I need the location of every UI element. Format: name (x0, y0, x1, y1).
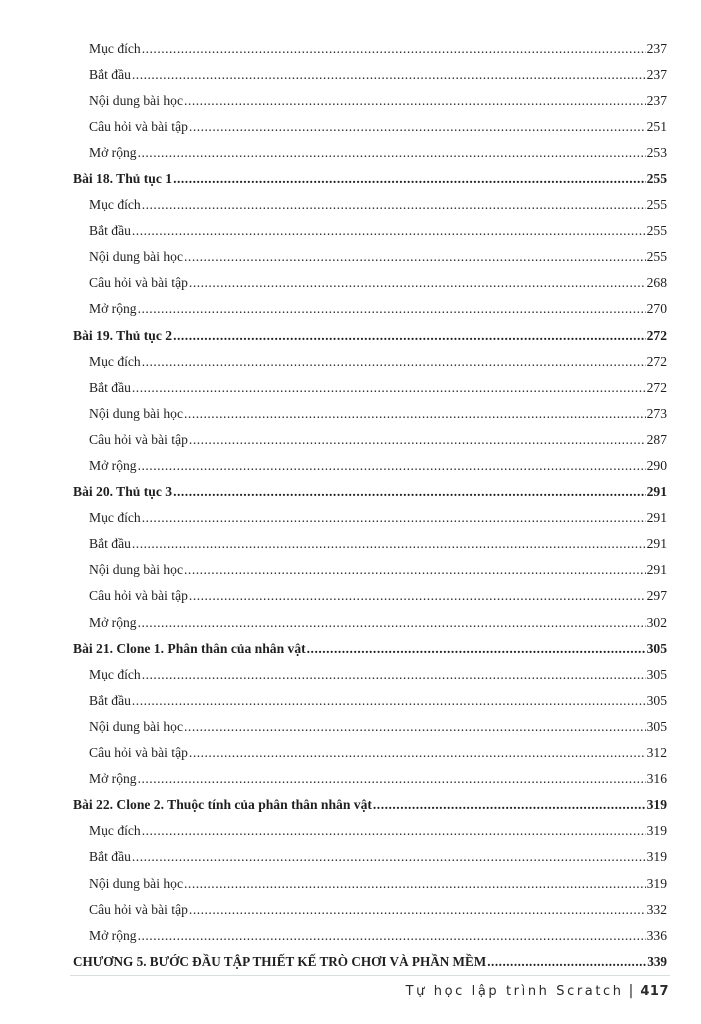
toc-entry-page: 291 (646, 536, 667, 552)
toc-entry-page: 237 (646, 66, 667, 82)
toc-entry-title: Mục đích (89, 510, 141, 526)
toc-entry-title: Mở rộng (89, 144, 137, 160)
toc-entry (0, 712, 701, 738)
toc-lesson-heading (0, 634, 701, 660)
dot-leader (307, 642, 646, 656)
dot-leader (142, 198, 646, 212)
toc-entry (0, 817, 701, 843)
toc-entry (0, 869, 701, 895)
dot-leader (189, 120, 646, 134)
toc-entry-page: 319 (646, 823, 667, 839)
toc-entry-page: 316 (646, 771, 667, 787)
toc-entry-title: Bài 18. Thủ tục 1 (73, 170, 173, 186)
toc-entry-title: Câu hỏi và bài tập (89, 275, 188, 291)
toc-entry-title: Câu hỏi và bài tập (89, 118, 188, 134)
toc-entry-page: 297 (646, 588, 667, 604)
book-title: Tự học lập trình Scratch (405, 983, 624, 999)
toc-entry-page: 302 (646, 614, 667, 630)
dot-leader (184, 94, 646, 108)
toc-entry (0, 895, 701, 921)
dot-leader (142, 42, 646, 56)
toc-entry-title: Mở rộng (89, 458, 137, 473)
toc-entry-page: 251 (646, 118, 667, 134)
toc-entry-page: 305 (646, 666, 667, 682)
dot-leader (184, 563, 646, 577)
dot-leader (138, 772, 646, 786)
dot-leader (189, 903, 646, 917)
toc-entry-title: Mở rộng (89, 301, 137, 317)
toc-entry-title: Nội dung bài học (89, 92, 184, 108)
toc-entry-title: Nội dung bài học (89, 562, 184, 578)
toc-entry-page: 305 (646, 640, 667, 656)
dot-leader (173, 329, 646, 343)
toc-entry-title: Nội dung bài học (89, 718, 184, 734)
dot-leader (184, 720, 646, 734)
toc-entry-title: Bắt đầu (89, 849, 131, 865)
toc-entry-title: Nội dung bài học (89, 405, 184, 421)
toc-lesson-heading (0, 164, 701, 190)
dot-leader (189, 589, 646, 603)
dot-leader (173, 485, 646, 499)
toc-entry-page: 291 (646, 510, 667, 526)
toc-entry-page: 312 (646, 745, 667, 761)
toc-entry-page: 255 (646, 249, 667, 265)
toc-entry-page: 255 (646, 197, 667, 213)
toc-entry (0, 843, 701, 869)
toc-lesson-heading (0, 478, 701, 504)
toc-entry (0, 269, 701, 295)
toc-entry (0, 295, 701, 321)
toc-entry (0, 112, 701, 138)
toc-entry-title: Mở rộng (89, 614, 137, 630)
toc-entry-title: Bắt đầu (89, 692, 131, 708)
toc-entry-title: Câu hỏi và bài tập (89, 431, 188, 447)
toc-entry-title: Mục đích (89, 666, 141, 682)
dot-leader (132, 68, 646, 82)
page-number: 417 (640, 983, 669, 999)
toc-entry (0, 60, 701, 86)
dot-leader (142, 668, 646, 682)
toc-entry-title: Câu hỏi và bài tập (89, 745, 188, 761)
toc-entry (0, 504, 701, 530)
toc-entry-page: 272 (646, 327, 667, 343)
toc-entry-page: 336 (646, 927, 667, 943)
table-of-contents (0, 34, 701, 973)
dot-leader (138, 616, 646, 630)
toc-entry-page: 268 (646, 275, 667, 291)
dot-leader (132, 381, 646, 395)
toc-entry-title: Mục đích (89, 197, 141, 213)
toc-entry-title: Nội dung bài học (89, 249, 184, 265)
toc-lesson-heading (0, 321, 701, 347)
toc-entry (0, 243, 701, 269)
toc-entry (0, 660, 701, 686)
toc-entry-page: 339 (647, 954, 667, 970)
toc-entry-title: Nội dung bài học (89, 875, 184, 891)
dot-leader (373, 798, 646, 812)
toc-entry-title: Bài 19. Thủ tục 2 (73, 327, 173, 343)
footer-divider (70, 975, 670, 976)
toc-entry (0, 34, 701, 60)
toc-entry-title: Bắt đầu (89, 536, 131, 552)
toc-entry (0, 686, 701, 712)
toc-entry-page: 237 (646, 40, 667, 56)
toc-entry-title: Mục đích (89, 823, 141, 839)
dot-leader (142, 511, 646, 525)
toc-entry (0, 425, 701, 451)
toc-entry (0, 765, 701, 791)
toc-entry (0, 217, 701, 243)
toc-entry-title: Bài 20. Thủ tục 3 (73, 484, 173, 500)
toc-entry-title: Mục đích (89, 40, 141, 56)
toc-entry (0, 347, 701, 373)
toc-entry-title: Câu hỏi và bài tập (89, 588, 188, 604)
toc-entry-page: 319 (646, 875, 667, 891)
page-footer (406, 983, 669, 999)
toc-entry-title: Mục đích (89, 353, 141, 369)
toc-entry-page: 255 (646, 223, 667, 239)
toc-entry-page: 291 (646, 562, 667, 578)
dot-leader (138, 302, 646, 316)
dot-leader (142, 824, 646, 838)
toc-entry (0, 739, 701, 765)
toc-entry (0, 608, 701, 634)
toc-entry-page: 290 (646, 458, 667, 473)
toc-entry (0, 138, 701, 164)
dot-leader (184, 250, 646, 264)
toc-entry-page: 305 (646, 718, 667, 734)
toc-entry-page: 332 (646, 901, 667, 917)
dot-leader (138, 146, 646, 160)
toc-entry-page: 319 (646, 849, 667, 865)
toc-entry-title: Bắt đầu (89, 223, 131, 239)
toc-entry (0, 452, 701, 478)
toc-entry-title: Bài 21. Clone 1. Phân thân của nhân vật (73, 640, 306, 656)
toc-entry (0, 556, 701, 582)
toc-entry-page: 272 (646, 379, 667, 395)
toc-entry (0, 373, 701, 399)
toc-entry-title: CHƯƠNG 5. BƯỚC ĐẦU TẬP THIẾT KẾ TRÒ CHƠI VÀ PHẦN MỀM (73, 954, 487, 970)
toc-entry-title: Mở rộng (89, 927, 137, 943)
toc-entry-title: Bắt đầu (89, 379, 131, 395)
footer-separator: | (628, 983, 634, 999)
toc-entry-page: 287 (646, 431, 667, 447)
toc-entry (0, 921, 701, 947)
toc-entry-title: Bài 22. Clone 2. Thuộc tính của phân thân nhân vật (73, 797, 372, 813)
dot-leader (189, 746, 646, 760)
dot-leader (138, 929, 646, 943)
dot-leader (132, 694, 646, 708)
toc-entry (0, 530, 701, 556)
toc-entry-page: 305 (646, 692, 667, 708)
dot-leader (173, 172, 646, 186)
toc-entry-page: 291 (646, 484, 667, 500)
toc-entry-title: Bắt đầu (89, 66, 131, 82)
dot-leader (138, 459, 646, 473)
dot-leader (132, 537, 646, 551)
toc-lesson-heading (0, 791, 701, 817)
toc-entry (0, 191, 701, 217)
dot-leader (487, 955, 646, 968)
toc-entry-title: Câu hỏi và bài tập (89, 901, 188, 917)
toc-part-heading (0, 947, 701, 973)
toc-entry (0, 582, 701, 608)
toc-entry (0, 86, 701, 112)
dot-leader (132, 224, 646, 238)
dot-leader (189, 433, 646, 447)
toc-entry-page: 319 (646, 797, 667, 813)
toc-entry-page: 273 (646, 405, 667, 421)
toc-entry-page: 237 (646, 92, 667, 108)
toc-entry-page: 272 (646, 353, 667, 369)
toc-entry-page: 270 (646, 301, 667, 317)
dot-leader (189, 276, 646, 290)
dot-leader (184, 407, 646, 421)
toc-entry (0, 399, 701, 425)
dot-leader (132, 850, 646, 864)
toc-entry-page: 253 (646, 144, 667, 160)
dot-leader (142, 355, 646, 369)
toc-entry-title: Mở rộng (89, 771, 137, 787)
dot-leader (184, 877, 646, 891)
toc-entry-page: 255 (646, 170, 667, 186)
